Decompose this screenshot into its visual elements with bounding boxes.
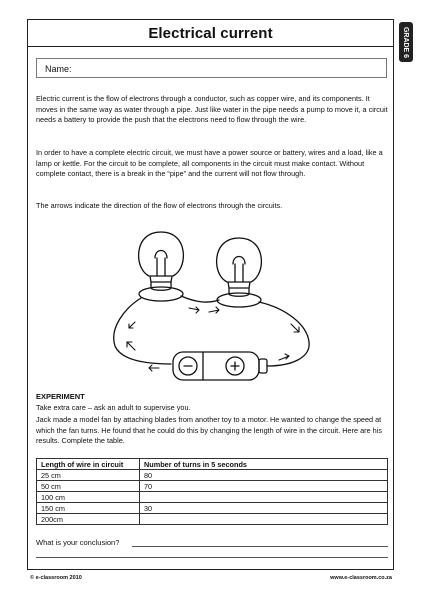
table-row — [37, 492, 388, 503]
table-header-row — [37, 459, 388, 470]
flow-arrows-icon — [127, 307, 299, 371]
experiment-description: Jack made a model fan by attaching blades from another toy to a motor. He wanted to change the speed at which the fan turns. He found that he could do this by changing the length of wire in the circuit. Here are his results. Complete the table. — [36, 415, 382, 446]
results-table — [36, 458, 388, 525]
conclusion-answer-line[interactable] — [132, 546, 388, 547]
turns-cell[interactable]: 80 — [140, 470, 388, 481]
wire-length-cell: 200cm — [37, 514, 140, 525]
name-field[interactable] — [36, 58, 387, 78]
grade-label: GRADE 6 — [402, 26, 410, 58]
turns-cell[interactable] — [140, 492, 388, 503]
wire-length-cell: 25 cm — [37, 470, 140, 481]
grade-tab — [399, 22, 413, 62]
right-bulb-icon — [217, 238, 262, 307]
experiment-heading: EXPERIMENT — [36, 392, 85, 401]
wire-length-cell: 50 cm — [37, 481, 140, 492]
header-turns: Number of turns in 5 seconds — [140, 459, 388, 470]
wire-length-cell: 100 cm — [37, 492, 140, 503]
table-row — [37, 514, 388, 525]
page-title: Electrical current — [148, 24, 273, 42]
left-bulb-icon — [139, 232, 184, 301]
wire-length-cell: 150 cm — [37, 503, 140, 514]
table-row — [37, 503, 388, 514]
experiment-warning: Take extra care – ask an adult to supervise you. — [36, 403, 191, 412]
conclusion-label: What is your conclusion? — [36, 538, 120, 547]
table-row — [37, 470, 388, 481]
intro-paragraph: Electric current is the flow of electrons through a conductor, such as copper wire, and its components. It moves in the same way as water through a pipe. Just like water in the pipe needs a pump to move it, a circuit needs a battery to provide the push that the electrons need to flow through the wire. — [36, 94, 388, 125]
table-row — [37, 481, 388, 492]
circuit-paragraph: In order to have a complete electric circuit, we must have a power source or battery, wires and a load, like a lamp or kettle. For the circuit to be complete, all components in the circuit must make contact. Without complete contact, there is a break in the “pipe” and the current will not flow through. — [36, 148, 383, 179]
footer-copyright: © e-classroom 2010 — [30, 575, 82, 581]
conclusion-answer-line-2[interactable] — [36, 557, 388, 558]
header-wire-length: Length of wire in circuit — [37, 459, 140, 470]
turns-cell[interactable]: 30 — [140, 503, 388, 514]
name-label: Name: — [45, 64, 72, 74]
turns-cell[interactable] — [140, 514, 388, 525]
turns-cell[interactable]: 70 — [140, 481, 388, 492]
arrows-paragraph: The arrows indicate the direction of the flow of electrons through the circuits. — [36, 201, 283, 210]
battery-icon — [173, 352, 267, 380]
title-bar — [27, 19, 394, 47]
circuit-illustration — [95, 218, 335, 393]
footer-website: www.e-classroom.co.za — [330, 575, 392, 581]
